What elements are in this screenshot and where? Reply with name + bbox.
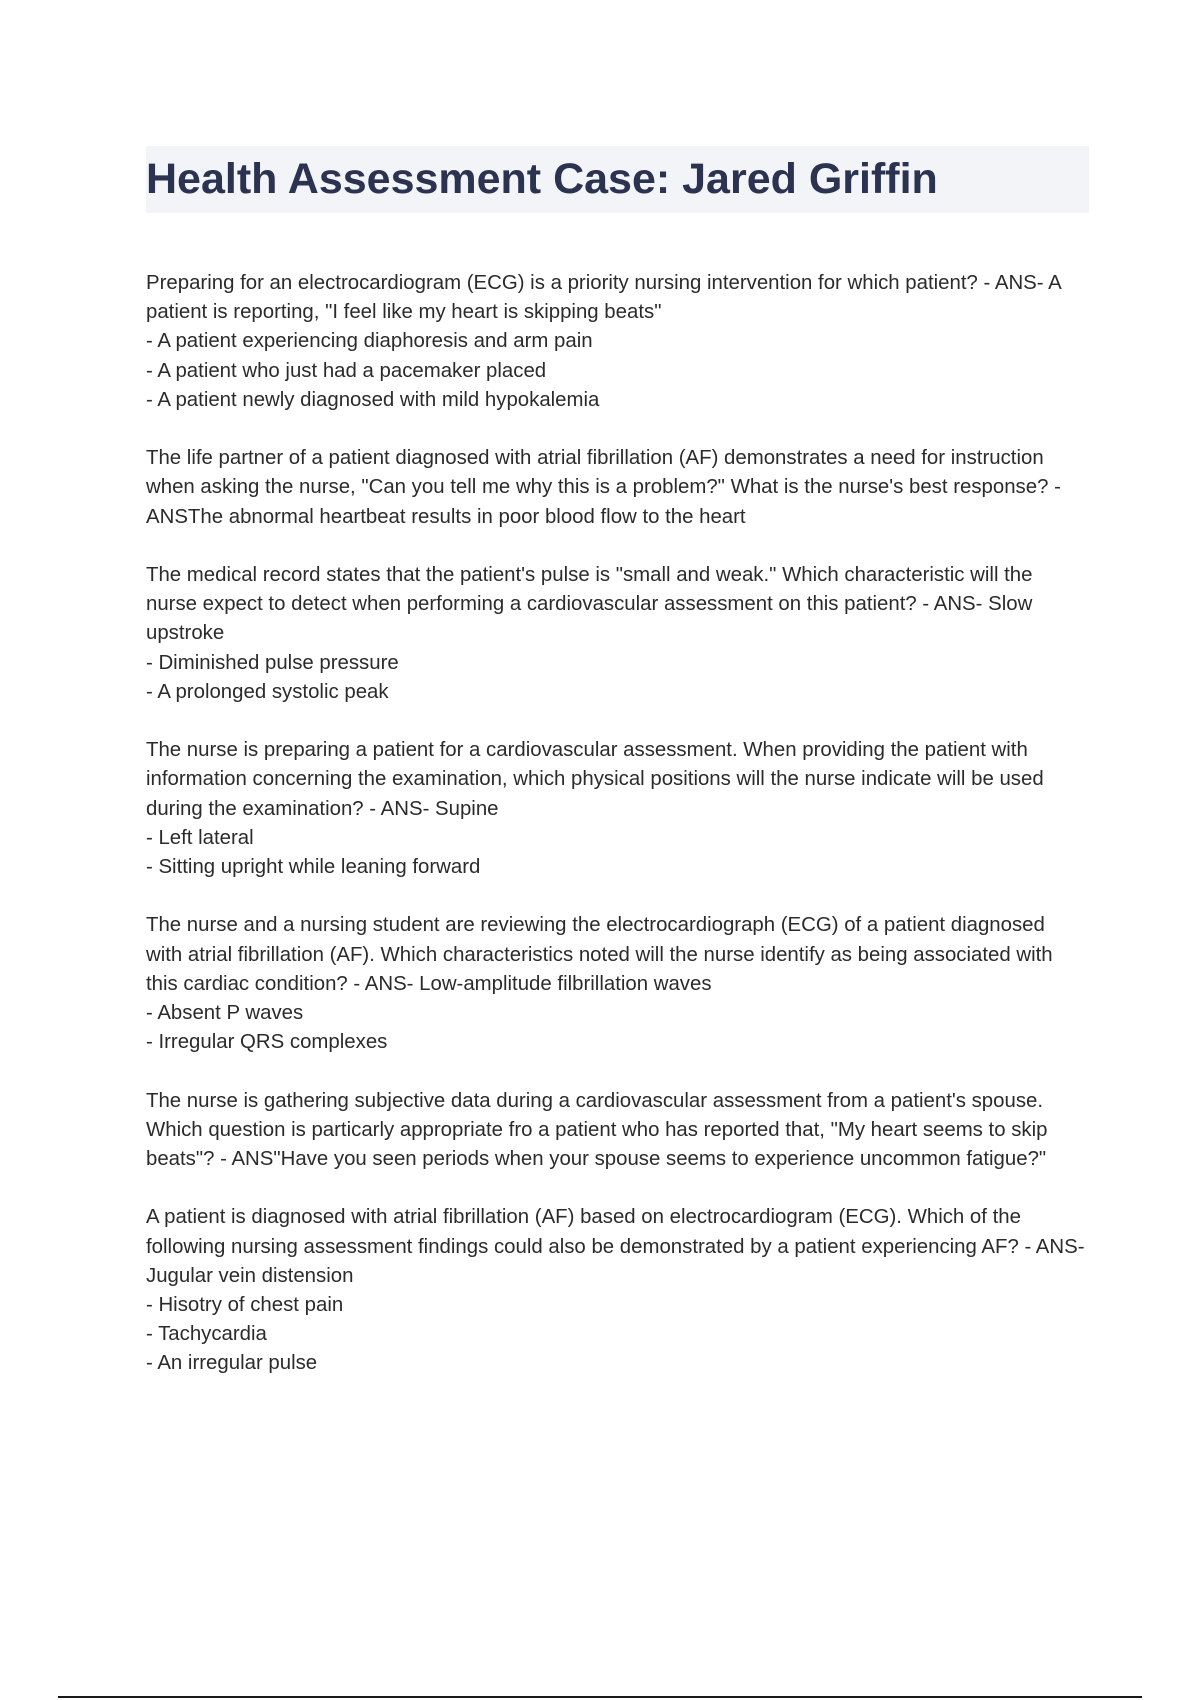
qa-block-4 (146, 736, 1086, 882)
qa-block-3 (146, 561, 1086, 707)
answer-option: - A patient newly diagnosed with mild hypokalemia (146, 388, 600, 411)
answer-option: - Tachycardia (146, 1323, 267, 1346)
answer-option: - Diminished pulse pressure (146, 651, 399, 674)
answer-option: - Sitting upright while leaning forward (146, 856, 481, 879)
answer-option: - Hisotry of chest pain (146, 1294, 344, 1317)
qa-block-6 (146, 1087, 1086, 1175)
qa-content (146, 269, 1086, 1408)
answer-option: - Irregular QRS complexes (146, 1031, 388, 1054)
question-text: A patient is diagnosed with atrial fibrillation (AF) based on electrocardiogram (ECG). Which of the following nursing assessment findings could also be demonstrated by a patient experiencing AF? - ANS- Jugular vein distension (146, 1206, 1085, 1287)
qa-block-2 (146, 444, 1086, 532)
answer-option: - A patient who just had a pacemaker placed (146, 359, 547, 382)
question-text: The nurse is gathering subjective data during a cardiovascular assessment from a patient's spouse. Which question is particarly appropriate fro a patient who has reported that, "My heart seems to skip beats"? - ANS"Have you seen periods when your spouse seems to experience uncommon fatigue?" (146, 1089, 1048, 1171)
question-text: The nurse is preparing a patient for a cardiovascular assessment. When providing the patient with information concerning the examination, which physical positions will the nurse indicate will be used during the examination? - ANS- Supine (146, 739, 1044, 820)
bottom-divider (58, 1696, 1142, 1698)
question-text: Preparing for an electrocardiogram (ECG) is a priority nursing intervention for which patient? - ANS- A patient is reporting, "I feel like my heart is skipping beats" (146, 272, 1061, 324)
document-title: Health Assessment Case: Jared Griffin (146, 155, 938, 203)
qa-block-5 (146, 911, 1086, 1057)
answer-option: - Left lateral (146, 826, 254, 849)
question-text: The medical record states that the patient's pulse is "small and weak." Which characteristic will the nurse expect to detect when performing a cardiovascular assessment on this patient? - ANS- Slow upstroke (146, 564, 1033, 645)
qa-block-1 (146, 269, 1086, 415)
answer-option: - An irregular pulse (146, 1352, 318, 1375)
question-text: The nurse and a nursing student are reviewing the electrocardiograph (ECG) of a patient diagnosed with atrial fibrillation (AF). Which characteristics noted will the nurse identify as being associated with this cardiac condition? - ANS- Low-amplitude filbrillation waves (146, 914, 1053, 995)
question-text: The life partner of a patient diagnosed with atrial fibrillation (AF) demonstrates a need for instruction when asking the nurse, "Can you tell me why this is a problem?" What is the nurse's best response? - ANSThe abnormal heartbeat results in poor blood flow to the heart (146, 447, 1061, 528)
answer-option: - A patient experiencing diaphoresis and arm pain (146, 330, 593, 353)
answer-option: - A prolonged systolic peak (146, 680, 389, 703)
qa-block-7 (146, 1203, 1086, 1378)
answer-option: - Absent P waves (146, 1002, 304, 1025)
